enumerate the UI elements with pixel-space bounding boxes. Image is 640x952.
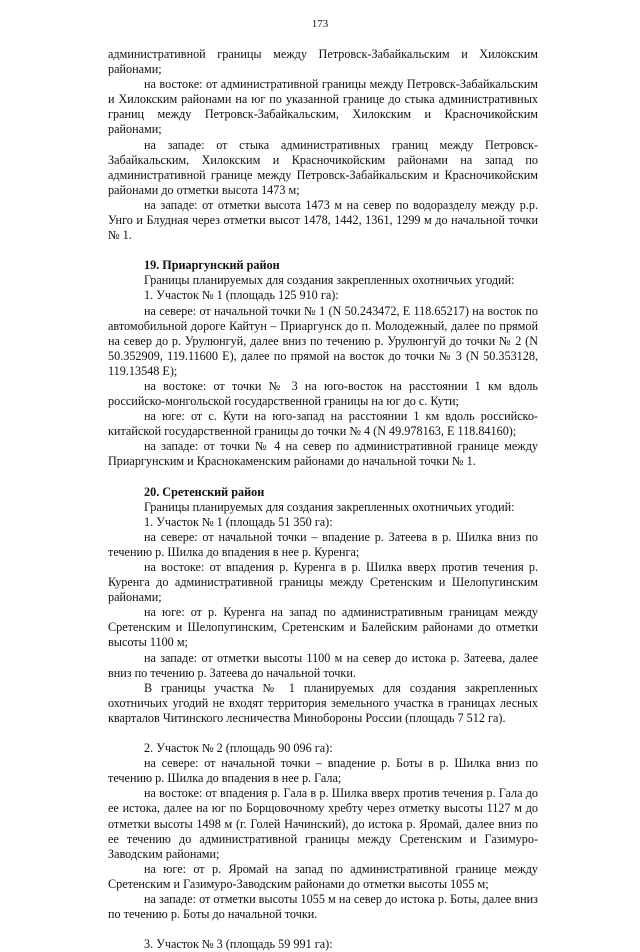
paragraph: на востоке: от точки № 3 на юго-восток на расстоянии 1 км вдоль российско-монгольской государственной границы на юг до с. Кути; <box>108 378 538 409</box>
paragraph: на востоке: от впадения р. Куренга в р. Шилка вверх против течения р. Куренга до административной границы между Сретенским и Шелопугинским районами; <box>108 560 538 605</box>
paragraph: на западе: от отметки высота 1473 м на север по водоразделу между р.р. Унго и Блудная через отметки высот 1478, 1442, 1361, 1299 м до начальной точки № 1. <box>108 197 538 243</box>
page-number: 173 <box>311 18 329 30</box>
paragraph: на севере: от начальной точки – впадение р. Боты в р. Шилка вниз по течению р. Шилка до впадения в нее р. Гала; <box>108 756 538 786</box>
paragraph: В границы участка № 1 планируемых для создания закрепленных охотничьих угодий не входят территория земельного участка в границах лесных кварталов Читинского лесничества Минобороны России (площадь 7 512 га). <box>108 680 538 725</box>
paragraph: на западе: от стыка административных границ между Петровск-Забайкальским, Хилокским и Красночикойским районами на запад по административной границе между Петровск-Забайкальским и Красночикойским районами до отметки высота 1473 м; <box>108 137 538 197</box>
section-heading-19: 19. Приаргунский район <box>144 258 280 273</box>
paragraph: на востоке: от впадения р. Гала в р. Шилка вверх против течения р. Гала до ее истока, далее на юг по Борщовочному хребту через отметку высоты 1127 м до отметки высоты 1498 м (г. Голей Начинский), до истока р. Яромай, далее вниз по ее течению до административной границы между Сретенским и Газимуро-Заводским районами; <box>108 786 538 861</box>
paragraph: на юге: от р. Куренга на запад по административным границам между Сретенским и Шелопугинским, Сретенским и Балейским районами до отметки высоты 1100 м; <box>108 605 538 650</box>
paragraph: на севере: от начальной точки № 1 (N 50.243472, E 118.65217) на восток по автомобильной дороге Кайтун – Приаргунск до п. Молодежный, далее по прямой на север до р. Урулюнгуй, далее вниз по течению р. Урулюнгуй до точки № 2 (N 50.352909, 119.11600 E), далее по прямой на восток до точки № 3 (N 50.353128, 119.13548 E); <box>108 303 538 378</box>
section-heading-20: 20. Сретенский район <box>144 484 265 499</box>
paragraph: на востоке: от административной границы между Петровск-Забайкальским и Хилокским районами на юг по указанной границе до стыка административных границ между Петровск-Забайкальским, Хилокским и Красночикойским районами; <box>108 77 538 137</box>
paragraph: на западе: от отметки высоты 1055 м на север до истока р. Боты, далее вниз по течению р. Боты до начальной точки. <box>108 891 538 922</box>
paragraph: 3. Участок № 3 (площадь 59 991 га): <box>144 937 333 952</box>
paragraph: 2. Участок № 2 (площадь 90 096 га): <box>144 741 333 756</box>
paragraph: Границы планируемых для создания закрепленных охотничьих угодий: <box>144 273 515 288</box>
paragraph: административной границы между Петровск-Забайкальским и Хилокским районами; <box>108 47 538 77</box>
paragraph: 1. Участок № 1 (площадь 51 350 га): <box>144 514 333 529</box>
paragraph: на юге: от р. Яромай на запад по административной границе между Сретенским и Газимуро-Заводским районами до отметки высоты 1055 м; <box>108 861 538 891</box>
paragraph: на западе: от точки № 4 на север по административной границе между Приаргунским и Краснокаменским районами до начальной точки № 1. <box>108 439 538 469</box>
paragraph: на севере: от начальной точки – впадение р. Затеева в р. Шилка вниз по течению р. Шилка до впадения в нее р. Куренга; <box>108 529 538 559</box>
paragraph: на западе: от отметки высоты 1100 м на север до истока р. Затеева, далее вниз по течению р. Затеева до начальной точки. <box>108 650 538 680</box>
paragraph: на юге: от с. Кути на юго-запад на расстоянии 1 км вдоль российско-китайской государственной границы до точки № 4 (N 49.978163, E 118.84160); <box>108 409 538 439</box>
page-content <box>108 47 538 952</box>
paragraph: Границы планируемых для создания закрепленных охотничьих угодий: <box>144 499 515 514</box>
paragraph: 1. Участок № 1 (площадь 125 910 га): <box>144 288 339 303</box>
